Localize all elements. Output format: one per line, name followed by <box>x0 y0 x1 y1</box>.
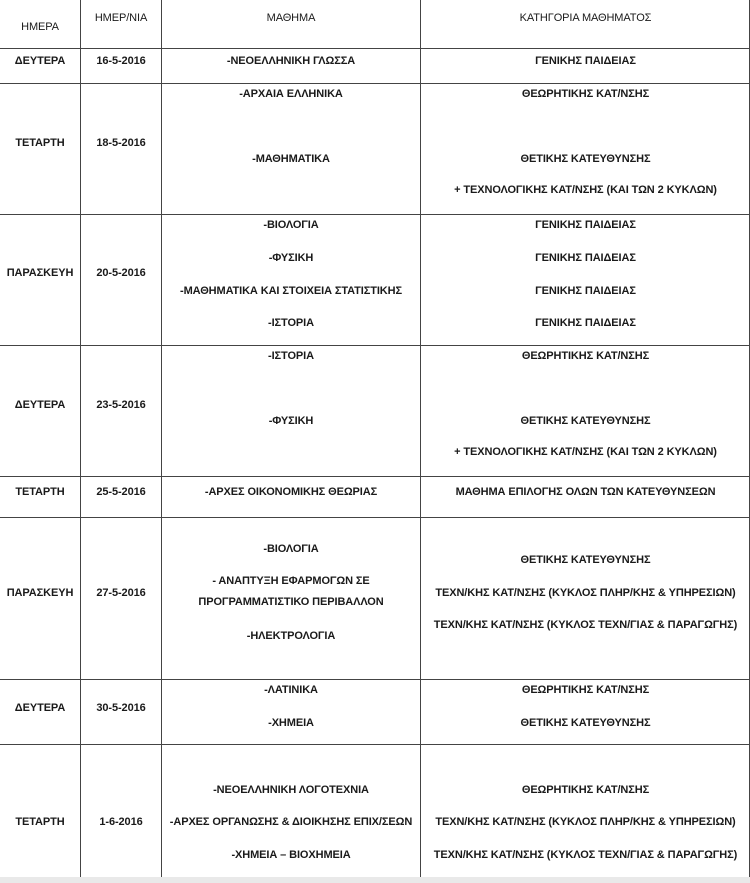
grid-line <box>80 0 81 877</box>
category-item: ΜΑΘΗΜΑ ΕΠΙΛΟΓΗΣ ΟΛΩΝ ΤΩΝ ΚΑΤΕΥΘΥΝΣΕΩΝ <box>455 486 716 498</box>
row-divider <box>0 345 750 346</box>
category-item: ΓΕΝΙΚΗΣ ΠΑΙΔΕΙΑΣ <box>535 252 636 264</box>
row-date: 1-6-2016 <box>99 816 143 828</box>
row-day: ΠΑΡΑΣΚΕΥΗ <box>6 267 74 279</box>
subject-item: -ΝΕΟΕΛΛΗΝΙΚΗ ΛΟΓΟΤΕΧΝΙΑ <box>213 784 369 796</box>
row-date: 23-5-2016 <box>96 399 146 411</box>
row-date: 16-5-2016 <box>96 55 146 67</box>
grid-line <box>420 0 421 877</box>
row-divider <box>0 517 750 518</box>
row-date: 25-5-2016 <box>96 486 146 498</box>
category-item: ΘΕΩΡΗΤΙΚΗΣ ΚΑΤ/ΝΣΗΣ <box>521 350 650 362</box>
category-item: ΘΕΤΙΚΗΣ ΚΑΤΕΥΘΥΝΣΗΣ <box>520 415 651 427</box>
category-item: ΓΕΝΙΚΗΣ ΠΑΙΔΕΙΑΣ <box>535 219 636 231</box>
row-day: ΔΕΥΤΕΡΑ <box>14 702 66 714</box>
row-day: ΔΕΥΤΕΡΑ <box>14 399 66 411</box>
row-divider <box>0 48 750 49</box>
subject-item: -ΑΡΧΕΣ ΟΡΓΑΝΩΣΗΣ & ΔΙΟΙΚΗΣΗΣ ΕΠΙΧ/ΣΕΩΝ <box>169 816 413 828</box>
category-item: ΘΕΤΙΚΗΣ ΚΑΤΕΥΘΥΝΣΗΣ <box>520 717 651 729</box>
subject-item: - ΑΝΑΠΤΥΞΗ ΕΦΑΡΜΟΓΩΝ ΣΕ ΠΡΟΓΡΑΜΜΑΤΙΣΤΙΚΟ ΠΕΡΙΒΑΛΛΟΝ <box>198 575 384 608</box>
subject-item: -ΝΕΟΕΛΛΗΝΙΚΗ ΓΛΩΣΣΑ <box>226 55 356 67</box>
row-divider <box>0 679 750 680</box>
subject-item: -ΙΣΤΟΡΙΑ <box>268 317 314 329</box>
header-day: ΗΜΕΡΑ <box>21 21 59 33</box>
subject-item: -ΧΗΜΕΙΑ – ΒΙΟΧΗΜΕΙΑ <box>231 849 351 861</box>
category-item: ΘΕΩΡΗΤΙΚΗΣ ΚΑΤ/ΝΣΗΣ <box>521 784 650 796</box>
category-item: + ΤΕΧΝΟΛΟΓΙΚΗΣ ΚΑΤ/ΝΣΗΣ (ΚΑΙ ΤΩΝ 2 ΚΥΚΛΩΝ) <box>454 446 717 458</box>
category-item: + ΤΕΧΝΟΛΟΓΙΚΗΣ ΚΑΤ/ΝΣΗΣ (ΚΑΙ ΤΩΝ 2 ΚΥΚΛΩΝ) <box>454 184 717 196</box>
category-item: ΓΕΝΙΚΗΣ ΠΑΙΔΕΙΑΣ <box>535 55 636 67</box>
row-day: ΤΕΤΑΡΤΗ <box>15 137 65 149</box>
subject-item: -ΦΥΣΙΚΗ <box>268 252 314 264</box>
row-date: 30-5-2016 <box>96 702 146 714</box>
row-day: ΔΕΥΤΕΡΑ <box>14 55 66 67</box>
category-item: ΤΕΧΝ/ΚΗΣ ΚΑΤ/ΝΣΗΣ (ΚΥΚΛΟΣ ΤΕΧΝ/ΓΙΑΣ & ΠΑΡΑΓΩΓΗΣ) <box>433 619 738 631</box>
subject-item: -ΙΣΤΟΡΙΑ <box>268 350 314 362</box>
subject-item: -ΦΥΣΙΚΗ <box>268 415 314 427</box>
page-bottom-edge <box>0 877 750 883</box>
category-item: ΤΕΧΝ/ΚΗΣ ΚΑΤ/ΝΣΗΣ (ΚΥΚΛΟΣ ΠΛΗΡ/ΚΗΣ & ΥΠΗΡΕΣΙΩΝ) <box>435 587 736 599</box>
header-date: ΗΜΕΡ/ΝΙΑ <box>94 12 148 24</box>
subject-item: -ΒΙΟΛΟΓΙΑ <box>263 219 319 231</box>
category-item: ΘΕΩΡΗΤΙΚΗΣ ΚΑΤ/ΝΣΗΣ <box>521 88 650 100</box>
row-date: 27-5-2016 <box>96 587 146 599</box>
subject-item: -ΧΗΜΕΙΑ <box>268 717 314 729</box>
row-date: 18-5-2016 <box>96 137 146 149</box>
row-divider <box>0 83 750 84</box>
category-item: ΓΕΝΙΚΗΣ ΠΑΙΔΕΙΑΣ <box>535 285 636 297</box>
row-day: ΤΕΤΑΡΤΗ <box>15 486 65 498</box>
row-divider <box>0 214 750 215</box>
category-item: ΘΕΩΡΗΤΙΚΗΣ ΚΑΤ/ΝΣΗΣ <box>521 684 650 696</box>
category-item: ΓΕΝΙΚΗΣ ΠΑΙΔΕΙΑΣ <box>535 317 636 329</box>
row-day: ΠΑΡΑΣΚΕΥΗ <box>6 587 74 599</box>
grid-line <box>161 0 162 877</box>
subject-item: -ΑΡΧΕΣ ΟΙΚΟΝΟΜΙΚΗΣ ΘΕΩΡΙΑΣ <box>204 486 378 498</box>
row-day: ΤΕΤΑΡΤΗ <box>15 816 65 828</box>
header-subject: ΜΑΘΗΜΑ <box>266 12 316 24</box>
subject-item: -ΛΑΤΙΝΙΚΑ <box>264 684 318 696</box>
subject-item: -ΜΑΘΗΜΑΤΙΚΑ ΚΑΙ ΣΤΟΙΧΕΙΑ ΣΤΑΤΙΣΤΙΚΗΣ <box>180 285 402 297</box>
category-item: ΘΕΤΙΚΗΣ ΚΑΤΕΥΘΥΝΣΗΣ <box>520 153 651 165</box>
subject-item: -ΜΑΘΗΜΑΤΙΚΑ <box>252 153 330 165</box>
subject-item: -ΒΙΟΛΟΓΙΑ <box>263 543 319 555</box>
category-item: ΤΕΧΝ/ΚΗΣ ΚΑΤ/ΝΣΗΣ (ΚΥΚΛΟΣ ΤΕΧΝ/ΓΙΑΣ & ΠΑΡΑΓΩΓΗΣ) <box>433 849 738 861</box>
header-category: ΚΑΤΗΓΟΡΙΑ ΜΑΘΗΜΑΤΟΣ <box>519 12 652 24</box>
subject-item: -ΑΡΧΑΙΑ ΕΛΛΗΝΙΚΑ <box>239 88 343 100</box>
row-date: 20-5-2016 <box>96 267 146 279</box>
row-divider <box>0 744 750 745</box>
row-divider <box>0 476 750 477</box>
category-item: ΘΕΤΙΚΗΣ ΚΑΤΕΥΘΥΝΣΗΣ <box>520 554 651 566</box>
category-item: ΤΕΧΝ/ΚΗΣ ΚΑΤ/ΝΣΗΣ (ΚΥΚΛΟΣ ΠΛΗΡ/ΚΗΣ & ΥΠΗΡΕΣΙΩΝ) <box>435 816 736 828</box>
subject-item: -ΗΛΕΚΤΡΟΛΟΓΙΑ <box>246 630 336 642</box>
